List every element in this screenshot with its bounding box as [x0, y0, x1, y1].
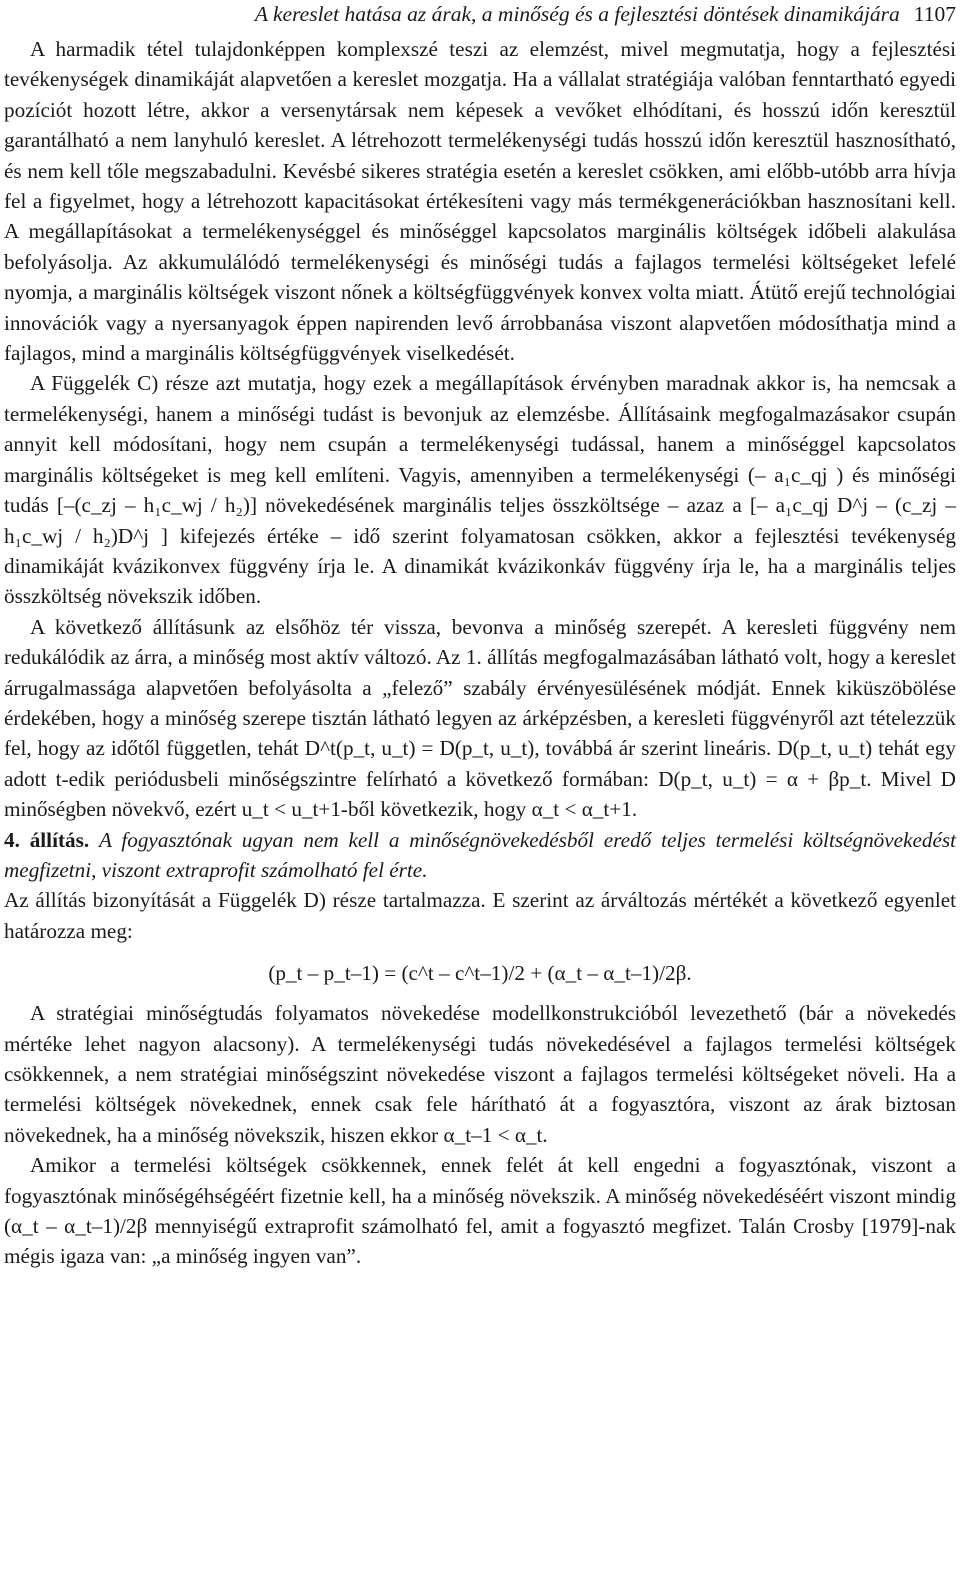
claim-4	[4, 825, 956, 886]
page-number: 1107	[913, 2, 956, 26]
paragraph-2: A Függelék C) része azt mutatja, hogy ezek a megállapítások érvényben maradnak akkor is, ha nemcsak a termelékenységi, hanem a minőségi tudást is bevonjuk az elemzésbe. Állításaink megfogalmazásakor csupán annyit kell módosítani, hogy nem csupán a termelékenységi tudással, hanem a minőséggel kapcsolatos marginális költségeket is meg kell említeni. Vagyis, amennyiben a termelékenységi (– a₁c_qj ) és minőségi tudás [–(c_zj – h₁c_wj / h₂)] növekedésének marginális teljes összköltsége – azaz a [– a₁c_qj D^j – (c_zj – h₁c_wj / h₂)D^j ] kifejezés értéke – idő szerint folyamatosan csökken, akkor a fejlesztési tevékenység dinamikáját kvázikonvex függvény írja le. A dinamikát kvázikonkáv függvény írja le, ha a marginális teljes összköltség növekszik időben.	[4, 371, 956, 609]
paragraph-4: Az állítás bizonyítását a Függelék D) része tartalmazza. E szerint az árváltozás mértékét a következő egyenlet határozza meg:	[4, 888, 956, 943]
paragraph-3: A következő állításunk az elsőhöz tér vissza, bevonva a minőség szerepét. A keresleti függvény nem redukálódik az árra, a minőség most aktív változó. Az 1. állítás megfogalmazásában látható volt, hogy a kereslet árrugalmassága alapvetően befolyásolta a „felező” szabály érvényesülésének módját. Ennek kiküszöbölése érdekében, hogy a minőség szerepe tisztán látható legyen az árképzésben, a keresleti függvényről azt tételezzük fel, hogy az időtől független, tehát D^t(p_t, u_t) = D(p_t, u_t), továbbá ár szerint lineáris. D(p_t, u_t) tehát egy adott t-edik periódusbeli minőségszintre felírható a következő formában: D(p_t, u_t) = α + βp_t. Mivel D minőségben növekvő, ezért u_t < u_t+1-ből következik, hogy α_t < α_t+1.	[4, 614, 956, 822]
equation: (p_t – p_t–1) = (c^t – c^t–1)/2 + (α_t – α_t–1)/2β.	[268, 961, 692, 986]
paragraph-5: A stratégiai minőségtudás folyamatos növekedése modellkonstrukcióból levezethető (bár a növekedés mértéke lehet nagyon alacsony). A termelékenységi tudás növekedésével a fajlagos termelési költségek csökkennek, a nem stratégiai minőségszint növekedése viszont a fajlagos termelési költségeket növeli. Ha a termelési költségek növekednek, ennek csak fele hárítható át a fogyasztóra, viszont az árak biztosan növekednek, ha a minőség növekszik, hiszen ekkor α_t–1 < α_t.	[4, 1001, 956, 1147]
running-title: A kereslet hatása az árak, a minőség és a fejlesztési döntések dinamikájára	[254, 2, 900, 26]
claim-text: A fogyasztónak ugyan nem kell a minőségnövekedésből eredő teljes termelési költségnövekedést megfizetni, viszont extraprofit számolható fel érte.	[4, 827, 957, 882]
running-header	[4, 0, 956, 27]
paragraph-6: Amikor a termelési költségek csökkennek, ennek felét át kell engedni a fogyasztónak, viszont a fogyasztónak minőségéhségéért fizetnie kell, ha a minőség növekszik. A minőség növekedéséért viszont mindig (α_t – α_t–1)/2β mennyiségű extraprofit számolható fel, amit a fogyasztó megfizet. Talán Crosby [1979]-nak mégis igaza van: „a minőség ingyen van”.	[4, 1153, 956, 1269]
claim-label: 4. állítás.	[4, 827, 90, 852]
paragraph-1: A harmadik tétel tulajdonképpen komplexszé teszi az elemzést, mivel megmutatja, hogy a fejlesztési tevékenységek dinamikáját alapvetően a kereslet mozgatja. Ha a vállalat stratégiája valóban fenntartható egyedi pozíciót hozott létre, akkor a versenytársak nem képesek a vevőket elhódítani, és hosszú időn keresztül garantálható a nem lanyhuló kereslet. A létrehozott termelékenységi tudás hosszú időn keresztül hasznosítható, és nem kell tőle megszabadulni. Kevésbé sikeres stratégia esetén a kereslet csökken, ami előbb-utóbb arra hívja fel a figyelmet, hogy a létrehozott kapacitásokat értékesíteni vagy más termékgenerációkban hasznosítani kell. A megállapításokat a termelékenységgel és minőséggel kapcsolatos marginális költségek időbeli alakulása befolyásolja. Az akkumulálódó termelékenységi és minőségi tudás a fajlagos termelési költségeket lefelé nyomja, a marginális költségek viszont nőnek a költségfüggvények konvex volta miatt. Átütő erejű technológiai innovációk vagy a nyersanyagok éppen napirenden levő árrobbanása viszont alapvetően módosíthatja mind a fajlagos, mind a marginális költségfüggvények viselkedését.	[4, 37, 956, 366]
body-text	[4, 34, 956, 1272]
